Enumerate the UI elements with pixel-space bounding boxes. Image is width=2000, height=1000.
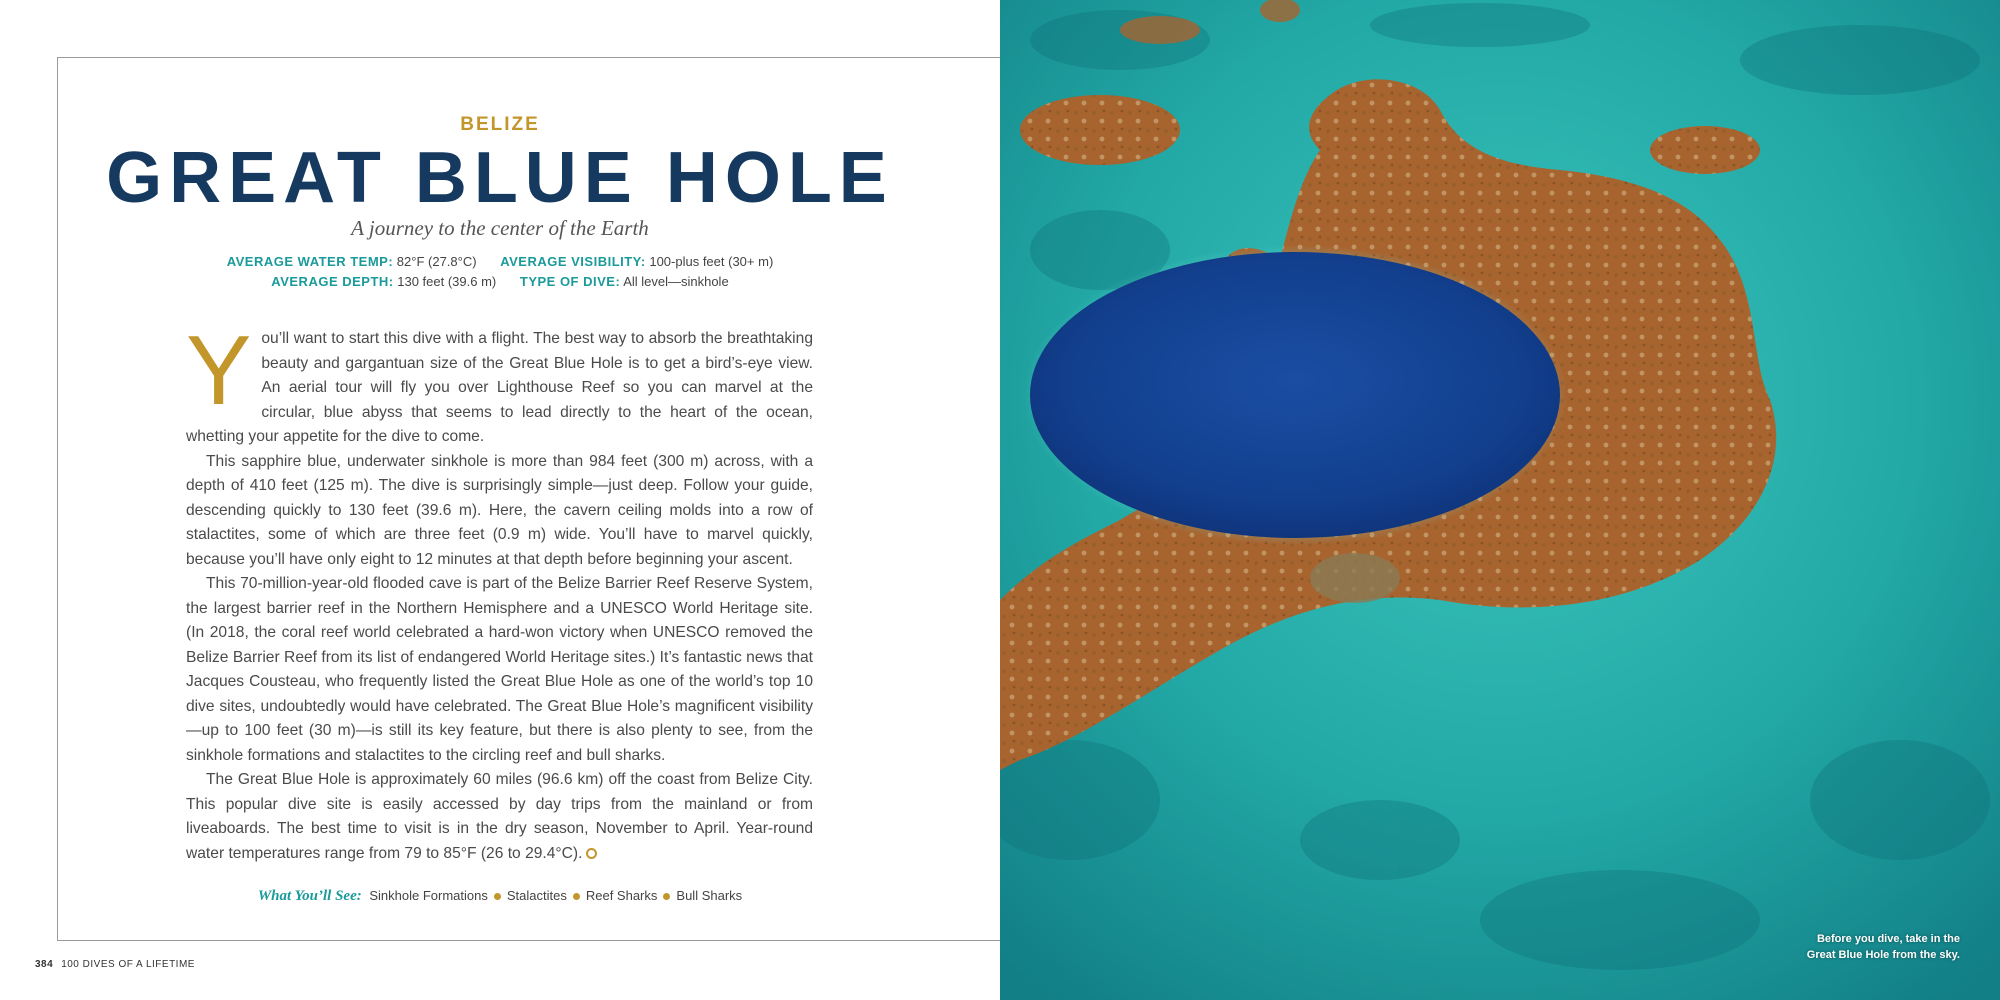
stats-row-2 [0,274,1000,289]
stat-label: TYPE OF DIVE: [519,274,621,289]
see-label: What You’ll See: [257,888,362,904]
stat-value: All level—sinkhole [623,274,729,289]
see-item: Reef Sharks [585,888,658,903]
page-subtitle: A journey to the center of the Earth [351,216,649,240]
caption-line: Great Blue Hole from the sky. [1806,949,1960,961]
stat-dive-type [520,274,729,289]
region-label: BELIZE [460,114,540,135]
stat-label: AVERAGE VISIBILITY: [500,254,646,269]
stat-value: 82°F (27.8°C) [396,254,477,269]
end-mark-icon [586,848,597,859]
stat-value: 130 feet (39.6 m) [397,274,497,289]
stat-water-temp [227,254,477,269]
caption-line: Before you dive, take in the [1816,933,1960,945]
paragraph [186,768,813,866]
stats-row-1 [0,254,1000,269]
page-number: 384 [35,959,54,970]
page-footer [35,959,195,970]
stat-label: AVERAGE WATER TEMP: [226,254,394,269]
blue-hole-photo [1000,0,2000,1000]
see-item: Sinkhole Formations [369,888,488,903]
page-title: GREAT BLUE HOLE [106,138,894,218]
paragraph-text: ou’ll want to start this dive with a flight. The best way to absorb the breathtaking beauty and gargantuan size of the Great Blue Hole is to get a bird’s-eye view. An aerial tour will fly you over Lighthouse Reef so you can marvel at the circular, blue abyss that seems to lead directly to the heart of the ocean, whetting your appetite for the dive to come. [186,330,813,445]
what-youll-see [0,888,1000,905]
paragraph-text: The Great Blue Hole is approximately 60 miles (96.6 km) off the coast from Belize City. This popular dive site is easily accessed by day trips from the mainland or from liveaboards. The best time to visit is in the dry season, November to April. Year-round water temperatures range from 79 to 85°F (26 to 29.4°C). [186,771,813,862]
book-title: 100 DIVES OF A LIFETIME [61,959,195,970]
paragraph: This 70-million-year-old flooded cave is part of the Belize Barrier Reef Reserve System, the largest barrier reef in the Northern Hemisphere and a UNESCO World Heritage site. (In 2018, the coral reef world celebrated a hard-won victory when UNESCO removed the Belize Barrier Reef from its list of endangered World Heritage sites.) It’s fantastic news that Jacques Cousteau, who frequently listed the Great Blue Hole as one of the world’s top 10 dive sites, undoubtedly would have celebrated. The Great Blue Hole’s magnificent visibility—up to 100 feet (30 m)—is still its key feature, but there is also plenty to see, from the sinkhole formations and stalactites to the circling reef and bull sharks. [186,575,813,764]
stat-visibility [500,254,773,269]
article-body [186,315,813,866]
photo-caption [1807,931,1960,963]
paragraph [186,315,813,450]
see-item: Stalactites [506,888,567,903]
stat-value: 100-plus feet (30+ m) [649,254,774,269]
bullet-dot-icon [573,893,580,900]
bullet-dot-icon [663,893,670,900]
paragraph: This sapphire blue, underwater sinkhole is more than 984 feet (300 m) across, with a depth of 410 feet (125 m). The dive is surprisingly simple—just deep. Follow your guide, descending quickly to 130 feet (39.6 m). Here, the cavern ceiling molds into a row of stalactites, some of which are three feet (0.9 m) wide. You’ll have to marvel quickly, because you’ll have only eight to 12 minutes at that depth before beginning your ascent. [186,452,813,568]
see-item: Bull Sharks [676,888,743,903]
drop-cap: Y [186,315,252,425]
bullet-dot-icon [494,893,501,900]
stat-depth [271,274,496,289]
blue-hole [1030,252,1560,538]
stat-label: AVERAGE DEPTH: [271,274,394,289]
aerial-photo [1000,0,2000,1000]
